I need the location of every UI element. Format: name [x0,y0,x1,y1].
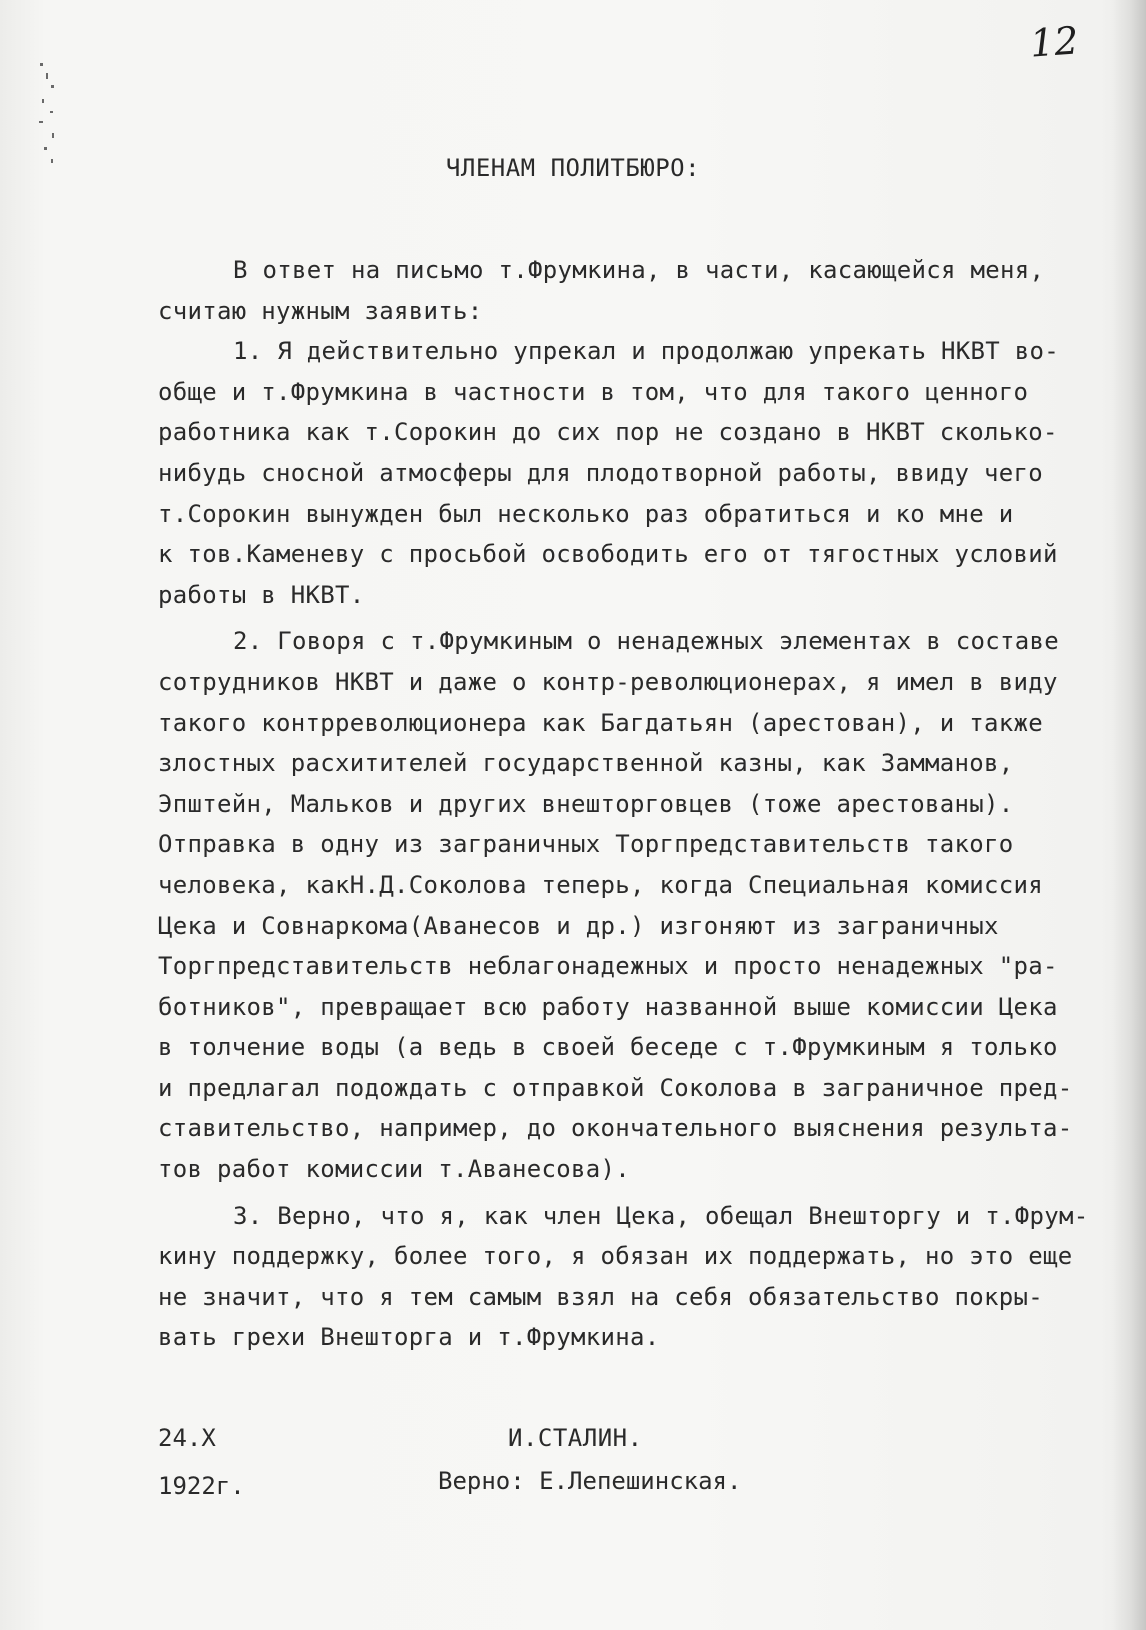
text-line: Торгпредставительств неблагонадежных и просто ненадежных "ра- [158,952,1058,981]
text-line: не значит, что я тем самым взял на себя обязательство покры- [158,1282,1043,1311]
text-line: считаю нужным заявить: [158,296,483,325]
page-edge-shadow [1112,0,1146,1630]
text-line: тов работ комиссии т.Аванесова). [158,1155,630,1184]
text-line: ботников", превращает всю работу названной выше комиссии Цека [158,992,1058,1021]
point-3-paragraph [158,1196,1089,1358]
text-line: человека, какН.Д.Соколова теперь, когда Специальная комиссия [158,870,1043,899]
date-year: 1922г. [158,1472,245,1500]
text-line: нибудь сносной атмосферы для плодотворной работы, ввиду чего [158,458,1043,487]
text-line: 2. Говоря с т.Фрумкиным о ненадежных элементах в составе [233,627,1059,656]
text-line: такого контрреволюционера как Багдатьян (арестован), и также [158,708,1043,737]
handwritten-page-number: 12 [1028,18,1080,66]
point-2-paragraph [158,621,1073,1189]
text-line: ставительство, например, до окончательного выяснения результа- [158,1114,1073,1143]
intro-paragraph [158,250,1058,331]
text-line: обще и т.Фрумкина в частности в том, что для такого ценного [158,377,1029,406]
point-1-paragraph [158,331,1058,615]
signature: И.СТАЛИН. [508,1424,643,1452]
text-line: Отправка в одну из заграничных Торгпредставительств такого [158,830,1014,859]
document-heading: ЧЛЕНАМ ПОЛИТБЮРО: [445,154,701,182]
certification-line: Верно: Е.Лепешинская. [438,1467,742,1495]
text-line: к тов.Каменеву с просьбой освободить его от тягостных условий [158,540,1058,569]
text-line: 1. Я действительно упрекал и продолжаю упрекать НКВТ во- [233,337,1059,366]
letter-body [158,250,1089,1358]
text-line: т.Сорокин вынужден был несколько раз обратиться и ко мне и [158,499,1014,528]
text-line: Цека и Совнаркома(Аванесов и др.) изгоняют из заграничных [158,911,999,940]
text-line: вать грехи Внешторга и т.Фрумкина. [158,1323,660,1352]
text-line: и предлагал подождать с отправкой Соколова в заграничное пред- [158,1073,1073,1102]
text-line: В ответ на письмо т.Фрумкина, в части, касающейся меня, [233,256,1045,284]
text-line: сотрудников НКВТ и даже о контр-революционерах, я имел в виду [158,667,1058,696]
text-line: работы в НКВТ. [158,580,365,609]
text-line: в толчение воды (а ведь в своей беседе с т.Фрумкиным я только [158,1033,1058,1062]
text-line: злостных расхитителей государственной казны, как Замманов, [158,749,1014,778]
text-line: работника как т.Сорокин до сих пор не создано в НКВТ сколько- [158,418,1058,447]
text-line: Эпштейн, Мальков и других внешторговцев (тоже арестованы). [158,789,1014,818]
text-line: кину поддержку, более того, я обязан их поддержать, но это еще [158,1242,1073,1271]
text-line: 3. Верно, что я, как член Цека, обещал Внешторгу и т.Фрум- [233,1201,1089,1230]
date-day-month: 24.X [158,1424,216,1452]
